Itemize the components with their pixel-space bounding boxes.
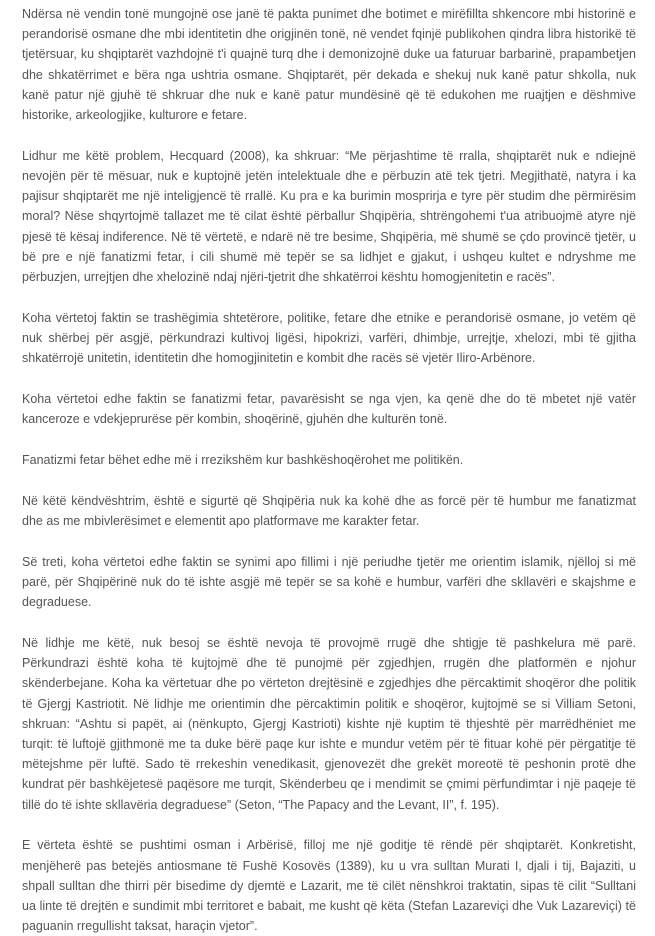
- paragraph-9: E vërteta është se pushtimi osman i Arbërisë, filloj me një goditje të rëndë për shqiptarët. Konkretisht, menjëherë pas betejës antiosmane të Fushë Kosovës (1389), ku u vra sulltan Murati I, djali i tij, Bajaziti, u shpall sulltan dhe thirri për bisedime dy djemtë e Lazarit, me të cilët nënshkroi traktatin, sipas të cilit “Sulltani ua linte të drejtën e sundimit mbi territoret e babait, me kusht që këta (Stefan Lazareviçi dhe Vuk Lazareviçi) të paguanin rregullisht taksat, haraçin vjetor”.: [22, 838, 636, 934]
- paragraph-4: Koha vërtetoi edhe faktin se fanatizmi fetar, pavarësisht se nga vjen, ka qenë dhe do të mbetet një vatër kanceroze e vdekjeprurëse për kombin, shoqërinë, gjuhën dhe kulturën tonë.: [22, 392, 636, 427]
- paragraph-6: Në këtë këndvështrim, është e sigurtë që Shqipëria nuk ka kohë dhe as forcë për të humbur me fanatizmat dhe as me mbivlerësimet e elementit apo platformave me karakter fetar.: [22, 493, 636, 529]
- article-body: [22, 4, 636, 936]
- paragraph-5: Fanatizmi fetar bëhet edhe më i rrezikshëm kur bashkëshoqërohet me politikën.: [22, 453, 464, 468]
- paragraph-1: Ndërsa në vendin tonë mungojnë ose janë të pakta punimet dhe botimet e mirëfillta shkencore mbi historinë e perandorisë osmane dhe mbi identitetin dhe origjinën tonë, në vendet fqinjë publikohen qindra libra historikë të tjetërsuar, ku shqiptarët vazhdojnë t'i quajnë turq dhe i demonizojnë duke ua faturuar barbarinë, prapambetjen dhe shkatërrimet e bëra nga ushtria osmane. Shqiptarët, për dekada e shekuj nuk kanë patur shkolla, nuk kanë patur një gjuhë të shkruar dhe nuk e kanë patur mundësinë që të edukohen me ruajtjen e dëshmive historike, arkeologjike, kulturore e fetare.: [22, 7, 636, 123]
- paragraph-2-hecquard-quote: Lidhur me këtë problem, Hecquard (2008), ka shkruar: “Me përjashtime të rralla, shqiptarët nuk e ndiejnë nevojën për të mësuar, nuk e kuptojnë jetën intelektuale dhe e përbuzin atë tek tjetri. Megjithatë, natyra i ka pajisur shqiptarët me një inteligjencë të rrallë. Ku pra e ka burimin mosprirja e tyre për studim dhe përmirësim moral? Nëse shqyrtojmë tallazet me të cilat është përballur Shqipëria, shtrëngohemi t'ua atribuojmë atyre një pjesë të kësaj indiference. Në të vërtetë, e ndarë në tre besime, Shqipëria, më shumë se çdo provincë tjetër, u bë pre e një fanatizmi fetar, i cili shumë më tepër se sa lidhjet e gjakut, i ushqeu kultet e ndryshme me përbuzjen, urrejtjen dhe xhelozinë ndaj njëri-tjetrit dhe shkatërroi kështu homogjenitetin e racës”.: [22, 148, 636, 285]
- paragraph-8-seton-quote: Në lidhje me këtë, nuk besoj se është nevoja të provojmë rrugë dhe shtigje të pashkelura më parë. Përkundrazi është koha të kujtojmë dhe të punojmë për zgjedhjen, rrugën dhe platformën e njohur skënderbejane. Koha ka vërtetuar dhe po vërteton drejtësinë e zgjedhjes dhe përcaktimit shoqëror dhe politik të Gjergj Kastriotit. Në lidhje me orientimin dhe përcaktimin politik e shoqëror, kujtojmë se si Villiam Setoni, shkruan: “Ashtu si papët, ai (nënkupto, Gjergj Kastrioti) kishte një kuptim të thjeshtë për marrëdhëniet me turqit: të luftojë gjithmonë me ta duke bërë paqe kur ishte e mundur vetëm për të fituar kohë për përgatitje të mëtejshme për luftë. Sado të rrekeshin venedikasit, gjenovezët dhe grekët moreotë të peshonin protë dhe kundrat për bashkëjetesë paqësore me turqit, Skënderbeu qe i mendimit se çmimi përfundimtar i një paqeje të tillë do të ishte skllavëria degraduese” (Seton, “The Papacy and the Levant, II”, f. 195).: [22, 636, 636, 812]
- paragraph-3: Koha vërtetoj faktin se trashëgimia shtetërore, politike, fetare dhe etnike e perandorisë osmane, jo vetëm që nuk shërbej për asgjë, përkundrazi kultivoj ligësi, hipokrizi, varfëri, dhimbje, urrejtje, xhelozi, mbi të gjitha shkatërrojë unitetin, identitetin dhe homogjinitetin e kombit dhe racës së vjetër Iliro-Arbënore.: [22, 310, 636, 366]
- paragraph-7: Së treti, koha vërtetoi edhe faktin se synimi apo fillimi i një periudhe tjetër me orientim islamik, njëlloj si më parë, për Shqipërinë nuk do të ishte asgjë më tepër se sa kohë e humbur, varfëri dhe skllavëri e skajshme e degraduese.: [22, 554, 636, 610]
